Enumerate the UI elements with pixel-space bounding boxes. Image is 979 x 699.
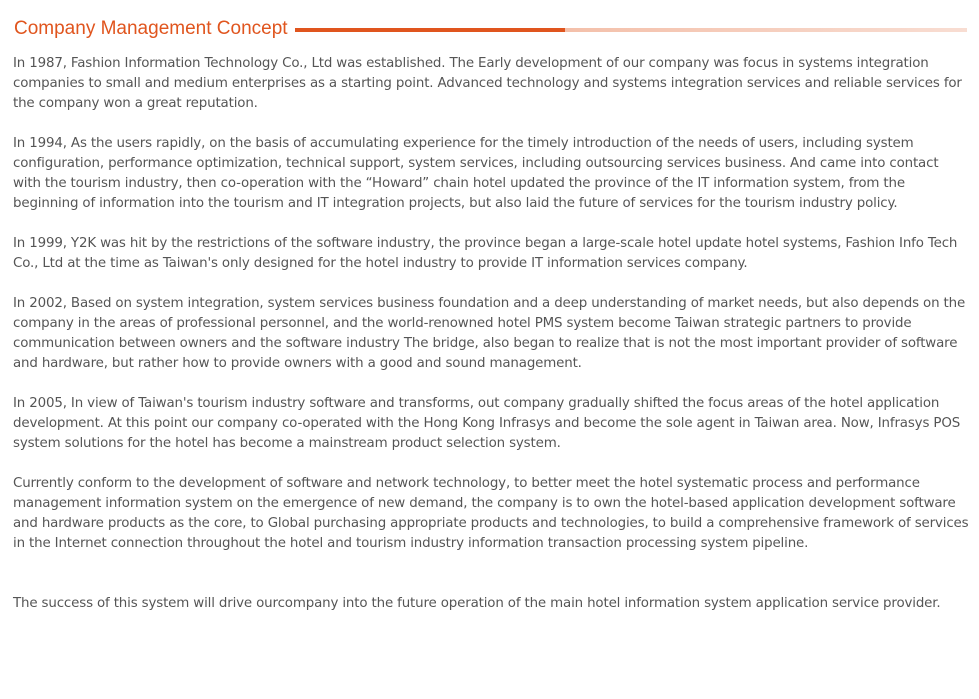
- paragraph-conclusion: The success of this system will drive ourcompany into the future operation of the main hotel information system application service provider.: [13, 596, 941, 611]
- paragraph-1999: In 1999, Y2K was hit by the restrictions of the software industry, the province began a large-scale hotel update hotel systems, Fashion Info Tech Co., Ltd at the time as Taiwan's only designed for the hotel industry to provide IT information services company.: [13, 236, 958, 271]
- paragraph-1987: In 1987, Fashion Information Technology Co., Ltd was established. The Early development of our company was focus in systems integration companies to small and medium enterprises as a starting point. Advanced technology and systems integration services and reliable services for the company won a great reputation.: [13, 56, 962, 111]
- section-header: [14, 15, 967, 43]
- title-divider-accent: [295, 28, 565, 32]
- article-body: [13, 54, 969, 634]
- title-divider: [295, 28, 967, 32]
- page-title: Company Management Concept: [14, 18, 288, 39]
- paragraph-2005: In 2005, In view of Taiwan's tourism industry software and transforms, out company gradually shifted the focus areas of the hotel application development. At this point our company co-operated with the Hong Kong Infrasys and become the sole agent in Taiwan area. Now, Infrasys POS system solutions for the hotel has become a mainstream product selection system.: [13, 396, 961, 451]
- paragraph-current: Currently conform to the development of software and network technology, to better meet the hotel systematic process and performance management information system on the emergence of new demand, the company is to own the hotel-based application development software and hardware products as the core, to Global purchasing appropriate products and technologies, to build a comprehensive framework of services in the Internet connection throughout the hotel and tourism industry information transaction processing system pipeline.: [13, 476, 969, 551]
- paragraph-1994: In 1994, As the users rapidly, on the basis of accumulating experience for the timely introduction of the needs of users, including system configuration, performance optimization, technical support, system services, including outsourcing services business. And came into contact with the tourism industry, then co-operation with the “Howard” chain hotel updated the province of the IT information system, from the beginning of information into the tourism and IT integration projects, but also laid the future of services for the tourism industry policy.: [13, 136, 939, 211]
- paragraph-2002: In 2002, Based on system integration, system services business foundation and a deep understanding of market needs, but also depends on the company in the areas of professional personnel, and the world-renowned hotel PMS system become Taiwan strategic partners to provide communication between owners and the software industry The bridge, also began to realize that is not the most important provider of software and hardware, but rather how to provide owners with a good and sound management.: [13, 296, 966, 371]
- title-divider-fade: [565, 28, 967, 32]
